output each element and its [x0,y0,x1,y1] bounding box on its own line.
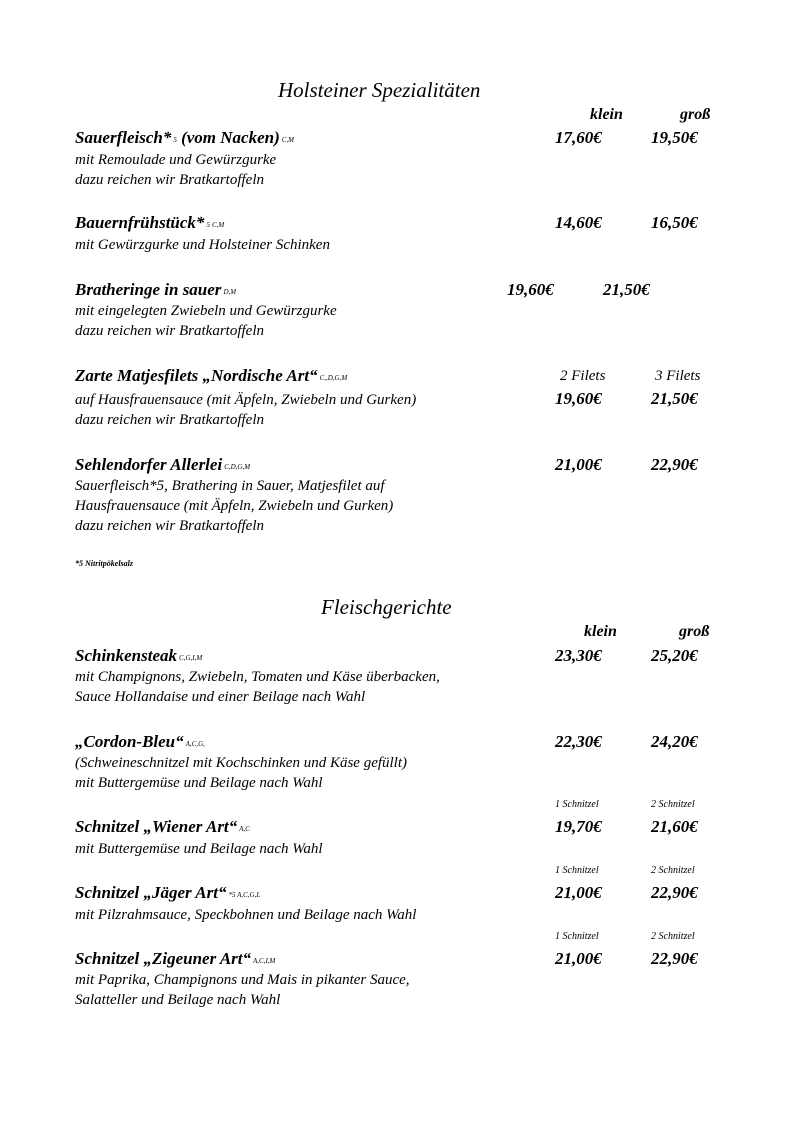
price-large: 21,50€ [603,280,650,299]
price-small: 21,00€ [555,883,602,902]
dish-desc: mit Buttergemüse und Beilage nach Wahl [75,775,323,791]
section-title-fleischgerichte: Fleischgerichte [321,595,452,619]
dish-desc: Salatteller und Beilage nach Wahl [75,992,281,1008]
portion-label-large: 2 Schnitzel [651,865,695,876]
dish-desc: auf Hausfrauensauce (mit Äpfeln, Zwiebeln und Gurken) [75,392,417,408]
dish-name: Schnitzel „Zigeuner Art“ A,C,I,M [75,949,276,968]
section-title-holsteiner: Holsteiner Spezialitäten [278,78,481,102]
portion-label-large: 3 Filets [655,368,701,384]
dish-desc: Hausfrauensauce (mit Äpfeln, Zwiebeln und Gurken) [75,498,394,514]
price-large: 16,50€ [651,213,698,232]
dish-name: Sehlendorfer Allerlei C,D,G,M [75,455,251,474]
price-large: 25,20€ [651,646,698,665]
portion-label-small: 1 Schnitzel [555,799,599,810]
price-small: 21,00€ [555,455,602,474]
dish-desc: mit Buttergemüse und Beilage nach Wahl [75,841,323,857]
price-small: 23,30€ [555,646,602,665]
dish-desc: mit Remoulade und Gewürzgurke [75,152,277,168]
dish-name: „Cordon-Bleu“ A,C,G, [75,732,205,751]
price-small: 19,60€ [507,280,554,299]
dish-name: Schinkensteak C,G,I,M [75,646,203,665]
dish-desc: mit eingelegten Zwiebeln und Gewürzgurke [75,303,337,319]
price-large: 19,50€ [651,128,698,147]
dish-desc: (Schweineschnitzel mit Kochschinken und Käse gefüllt) [75,755,408,771]
col-head-small: klein [590,106,623,123]
portion-label-small: 1 Schnitzel [555,931,599,942]
price-large: 22,90€ [651,883,698,902]
price-large: 21,60€ [651,817,698,836]
price-small: 21,00€ [555,949,602,968]
col-head-large: groß [680,106,711,123]
portion-label-large: 2 Schnitzel [651,931,695,942]
dish-desc: Sauce Hollandaise und einer Beilage nach Wahl [75,689,366,705]
portion-label-large: 2 Schnitzel [651,799,695,810]
price-small: 19,70€ [555,817,602,836]
price-large: 21,50€ [651,389,698,408]
dish-desc: mit Pilzrahmsauce, Speckbohnen und Beilage nach Wahl [75,907,417,923]
dish-desc: mit Champignons, Zwiebeln, Tomaten und Käse überbacken, [75,669,440,685]
dish-name: Bratheringe in sauer D,M [75,280,237,299]
dish-desc: dazu reichen wir Bratkartoffeln [75,172,265,188]
dish-desc: Sauerfleisch*5, Brathering in Sauer, Matjesfilet auf [75,478,385,494]
dish-name: Schnitzel „Jäger Art“ *5 A,C,G,L [75,883,261,902]
portion-label-small: 1 Schnitzel [555,865,599,876]
dish-desc: dazu reichen wir Bratkartoffeln [75,412,265,428]
dish-desc: mit Paprika, Champignons und Mais in pikanter Sauce, [75,972,410,988]
price-small: 17,60€ [555,128,602,147]
dish-name: Zarte Matjesfilets „Nordische Art“ C,,D,G,M [75,366,348,385]
portion-label-small: 2 Filets [560,368,606,384]
price-large: 22,90€ [651,455,698,474]
price-small: 14,60€ [555,213,602,232]
price-large: 24,20€ [651,732,698,751]
dish-desc: dazu reichen wir Bratkartoffeln [75,323,265,339]
dish-name: Sauerfleisch* 5 (vom Nacken) C,M [75,128,295,147]
price-large: 22,90€ [651,949,698,968]
col-head-large: groß [679,623,710,640]
dish-name: Schnitzel „Wiener Art“ A,C [75,817,250,836]
price-small: 19,60€ [555,389,602,408]
dish-name: Bauernfrühstück* 5 C,M [75,213,225,232]
col-head-small: klein [584,623,617,640]
dish-desc: dazu reichen wir Bratkartoffeln [75,518,265,534]
price-small: 22,30€ [555,732,602,751]
footnote: *5 Nitritpökelsalz [75,559,134,568]
dish-desc: mit Gewürzgurke und Holsteiner Schinken [75,237,330,253]
